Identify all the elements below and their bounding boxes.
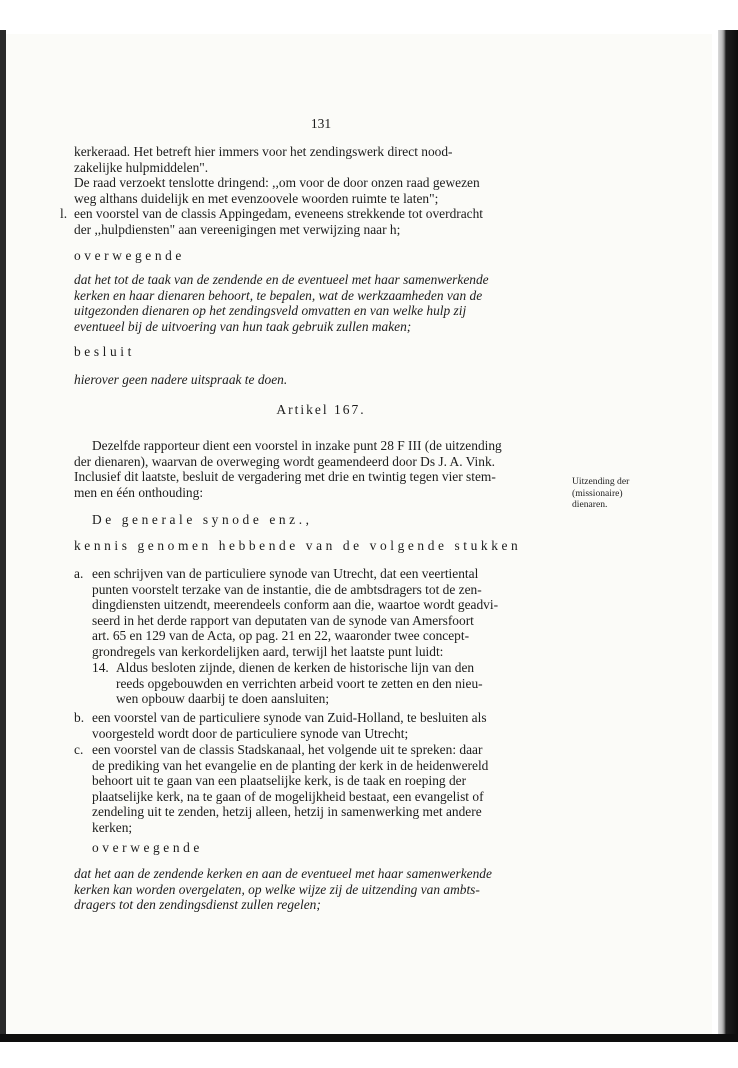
text-line: wen opbouw daarbij te doen aansluiten; <box>116 691 330 707</box>
text-line: behoort uit te gaan van een plaatselijke kerk, is de taak en roeping der <box>92 773 467 789</box>
text-line: De raad verzoekt tenslotte dringend: ,,om voor de door onzen raad gewezen <box>74 175 480 190</box>
list-marker: b. <box>74 710 85 725</box>
paragraph-verzoek <box>74 175 568 206</box>
heading-overwegende: overwegende <box>74 248 185 263</box>
text-line: Dezelfde rapporteur dient een voorstel in inzake punt 28 F III (de uitzending <box>92 438 502 453</box>
text-line: punten voorstelt terzake van de instantie, die de ambtsdragers tot de zen- <box>92 581 482 597</box>
list-marker: a. <box>74 566 84 581</box>
text-line: dragers tot den zendingsdienst zullen regelen; <box>74 897 321 913</box>
text-line: kerkeraad. Het betreft hier immers voor het zendingswerk direct nood- <box>74 144 453 159</box>
scan-right-edge <box>718 30 738 1038</box>
text-line: een voorstel van de classis Stadskanaal, het volgende uit te spreken: daar <box>92 742 483 757</box>
text-line: eventueel bij de uitvoering van hun taak gebruik zullen maken; <box>74 318 412 334</box>
text-line: art. 65 en 129 van de Acta, op pag. 21 en 22, waaronder twee concept- <box>92 628 470 644</box>
text-line: de prediking van het evangelie en de planting der kerk in de heidenwereld <box>92 757 489 773</box>
text-line: dat het tot de taak van de zendende en de eventueel met haar samenwerkende <box>74 272 489 287</box>
list-marker: c. <box>74 742 84 757</box>
text-line: kerken en haar dienaren behoort, te bepalen, wat de werkzaamheden van de <box>74 287 483 303</box>
text-line: voorgesteld wordt door de particuliere synode van Utrecht; <box>92 725 409 741</box>
heading-kennis: kennis genomen hebbende van de volgende stukken <box>74 538 522 553</box>
margin-note-line: (missionaire) <box>572 487 623 499</box>
document-page <box>6 34 712 1034</box>
list-marker: l. <box>60 206 68 221</box>
margin-note-line: dienaren. <box>572 499 608 511</box>
heading-overwegende-2: overwegende <box>92 840 203 855</box>
text-line: kerken; <box>92 819 133 835</box>
page-number: 131 <box>310 116 332 131</box>
paragraph-kerkeraad <box>74 144 568 175</box>
text-line: een schrijven van de particuliere synode van Utrecht, dat een veertiental <box>92 566 479 581</box>
text-line: een voorstel van de particuliere synode van Zuid-Holland, te besluiten als <box>92 710 487 725</box>
text-line: grondregels van kerkordelijken aard, terwijl het laatste punt luidt: <box>92 643 444 659</box>
italic-decision: hierover geen nadere uitspraak te doen. <box>74 372 288 387</box>
list-item-b <box>74 710 568 741</box>
text-line: kerken kan worden overgelaten, op welke wijze zij de uitzending van ambts- <box>74 881 480 897</box>
text-line: zendeling uit te zenden, hetzij alleen, hetzij in samenwerking met andere <box>92 804 482 820</box>
italic-consideration-2 <box>74 866 568 913</box>
text-line: zakelijke hulpmiddelen". <box>74 159 209 175</box>
scan-top-margin <box>0 0 738 34</box>
list-item-a <box>74 566 568 660</box>
margin-note-line: Uitzending der <box>572 476 630 487</box>
list-item-l <box>60 206 568 237</box>
text-line: dingdiensten uitzendt, meerendeels conform aan die, waartoe wordt geadvi- <box>92 597 499 613</box>
scan-bottom-edge <box>0 1034 738 1042</box>
text-line: uitgezonden dienaren op het zendingsveld omvatten en van welke hulp zij <box>74 303 467 319</box>
text-line: Aldus besloten zijnde, dienen de kerken de historische lijn van den <box>116 660 475 675</box>
text-line: dat het aan de zendende kerken en aan de eventueel met haar samenwerkende <box>74 866 492 881</box>
list-item-c <box>74 742 568 836</box>
list-item-14 <box>74 660 568 707</box>
article-heading: Artikel 167. <box>276 402 366 417</box>
list-marker: 14. <box>92 660 109 675</box>
text-line: men en één onthouding: <box>74 484 204 500</box>
text-line: der dienaren), waarvan de overweging wordt geamendeerd door Ds J. A. Vink. <box>74 453 495 469</box>
text-line: Inclusief dit laatste, besluit de vergadering met drie en twintig tegen vier stem- <box>74 469 496 485</box>
heading-synode: De generale synode enz., <box>92 512 313 527</box>
text-line: der ,,hulpdiensten" aan vereenigingen met verwijzing naar h; <box>74 221 401 237</box>
text-line: een voorstel van de classis Appingedam, eveneens strekkende tot overdracht <box>74 206 484 221</box>
paragraph-intro <box>74 438 568 500</box>
italic-consideration-1 <box>74 272 568 334</box>
text-line: plaatselijke kerk, na te gaan of de mogelijkheid bestaat, een evangelist of <box>92 788 484 804</box>
text-line: weg althans duidelijk en met evenzoovele woorden ruimte te laten"; <box>74 190 439 206</box>
text-line: reeds opgebouwden en verrichten arbeid voort te zetten en den nieu- <box>116 675 483 691</box>
text-line: seerd in het derde rapport van deputaten van de synode van Amersfoort <box>92 612 474 628</box>
heading-besluit: besluit <box>74 344 135 359</box>
margin-note <box>572 476 672 511</box>
